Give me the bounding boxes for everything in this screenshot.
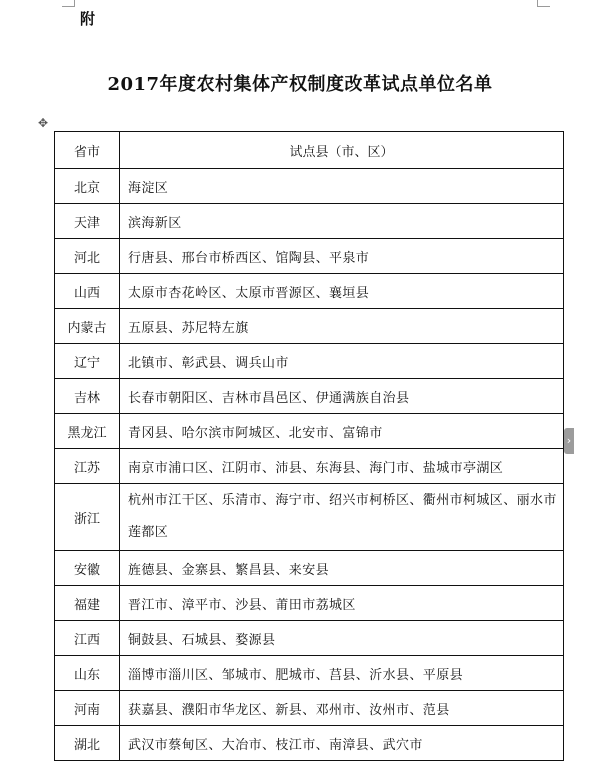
table-row [55, 449, 564, 484]
table-row [55, 691, 564, 726]
table-header-row [55, 132, 564, 169]
counties-cell: 青冈县、哈尔滨市阿城区、北安市、富锦市 [120, 414, 564, 449]
province-cell: 山东 [55, 656, 120, 691]
counties-cell: 获嘉县、濮阳市华龙区、新县、邓州市、汝州市、范县 [120, 691, 564, 726]
header-counties: 试点县（市、区） [120, 132, 564, 169]
table-row [55, 656, 564, 691]
counties-cell: 海淀区 [120, 169, 564, 204]
table-row [55, 621, 564, 656]
table-row [55, 586, 564, 621]
province-cell: 天津 [55, 204, 120, 239]
table-row [55, 344, 564, 379]
table-row [55, 379, 564, 414]
province-cell: 湖北 [55, 726, 120, 761]
table-row [55, 169, 564, 204]
counties-cell: 五原县、苏尼特左旗 [120, 309, 564, 344]
counties-cell: 长春市朝阳区、吉林市昌邑区、伊通满族自治县 [120, 379, 564, 414]
counties-cell: 南京市浦口区、江阴市、沛县、东海县、海门市、盐城市亭湖区 [120, 449, 564, 484]
table-row [55, 309, 564, 344]
province-cell: 安徽 [55, 551, 120, 586]
side-expand-icon[interactable]: › [564, 428, 574, 454]
province-cell: 辽宁 [55, 344, 120, 379]
province-cell: 山西 [55, 274, 120, 309]
counties-cell: 淄博市淄川区、邹城市、肥城市、莒县、沂水县、平原县 [120, 656, 564, 691]
province-cell: 福建 [55, 586, 120, 621]
counties-cell: 太原市杏花岭区、太原市晋源区、襄垣县 [120, 274, 564, 309]
province-cell: 内蒙古 [55, 309, 120, 344]
crop-mark-right [537, 0, 550, 7]
table-row [55, 274, 564, 309]
table-move-handle-icon[interactable]: ✥ [38, 116, 49, 130]
province-cell: 吉林 [55, 379, 120, 414]
document-title: 2017年度农村集体产权制度改革试点单位名单 [107, 74, 493, 95]
crop-mark-left [62, 0, 75, 7]
table-row [55, 239, 564, 274]
counties-cell: 行唐县、邢台市桥西区、馆陶县、平泉市 [120, 239, 564, 274]
counties-cell: 旌德县、金寨县、繁昌县、来安县 [120, 551, 564, 586]
attachment-label: 附 [80, 10, 97, 28]
province-cell: 河北 [55, 239, 120, 274]
province-cell: 江西 [55, 621, 120, 656]
header-province: 省市 [55, 132, 120, 169]
table-row [55, 726, 564, 761]
table-row [55, 414, 564, 449]
province-cell: 北京 [55, 169, 120, 204]
counties-cell: 铜鼓县、石城县、婺源县 [120, 621, 564, 656]
province-cell: 浙江 [55, 484, 120, 551]
table-row [55, 204, 564, 239]
counties-cell: 杭州市江干区、乐清市、海宁市、绍兴市柯桥区、衢州市柯城区、丽水市莲都区 [120, 484, 564, 551]
pilot-units-table [54, 131, 564, 761]
counties-cell: 北镇市、彰武县、调兵山市 [120, 344, 564, 379]
province-cell: 河南 [55, 691, 120, 726]
table-row [55, 551, 564, 586]
counties-cell: 武汉市蔡甸区、大冶市、枝江市、南漳县、武穴市 [120, 726, 564, 761]
province-cell: 江苏 [55, 449, 120, 484]
province-cell: 黑龙江 [55, 414, 120, 449]
counties-cell: 滨海新区 [120, 204, 564, 239]
counties-cell: 晋江市、漳平市、沙县、莆田市荔城区 [120, 586, 564, 621]
table-row [55, 484, 564, 551]
